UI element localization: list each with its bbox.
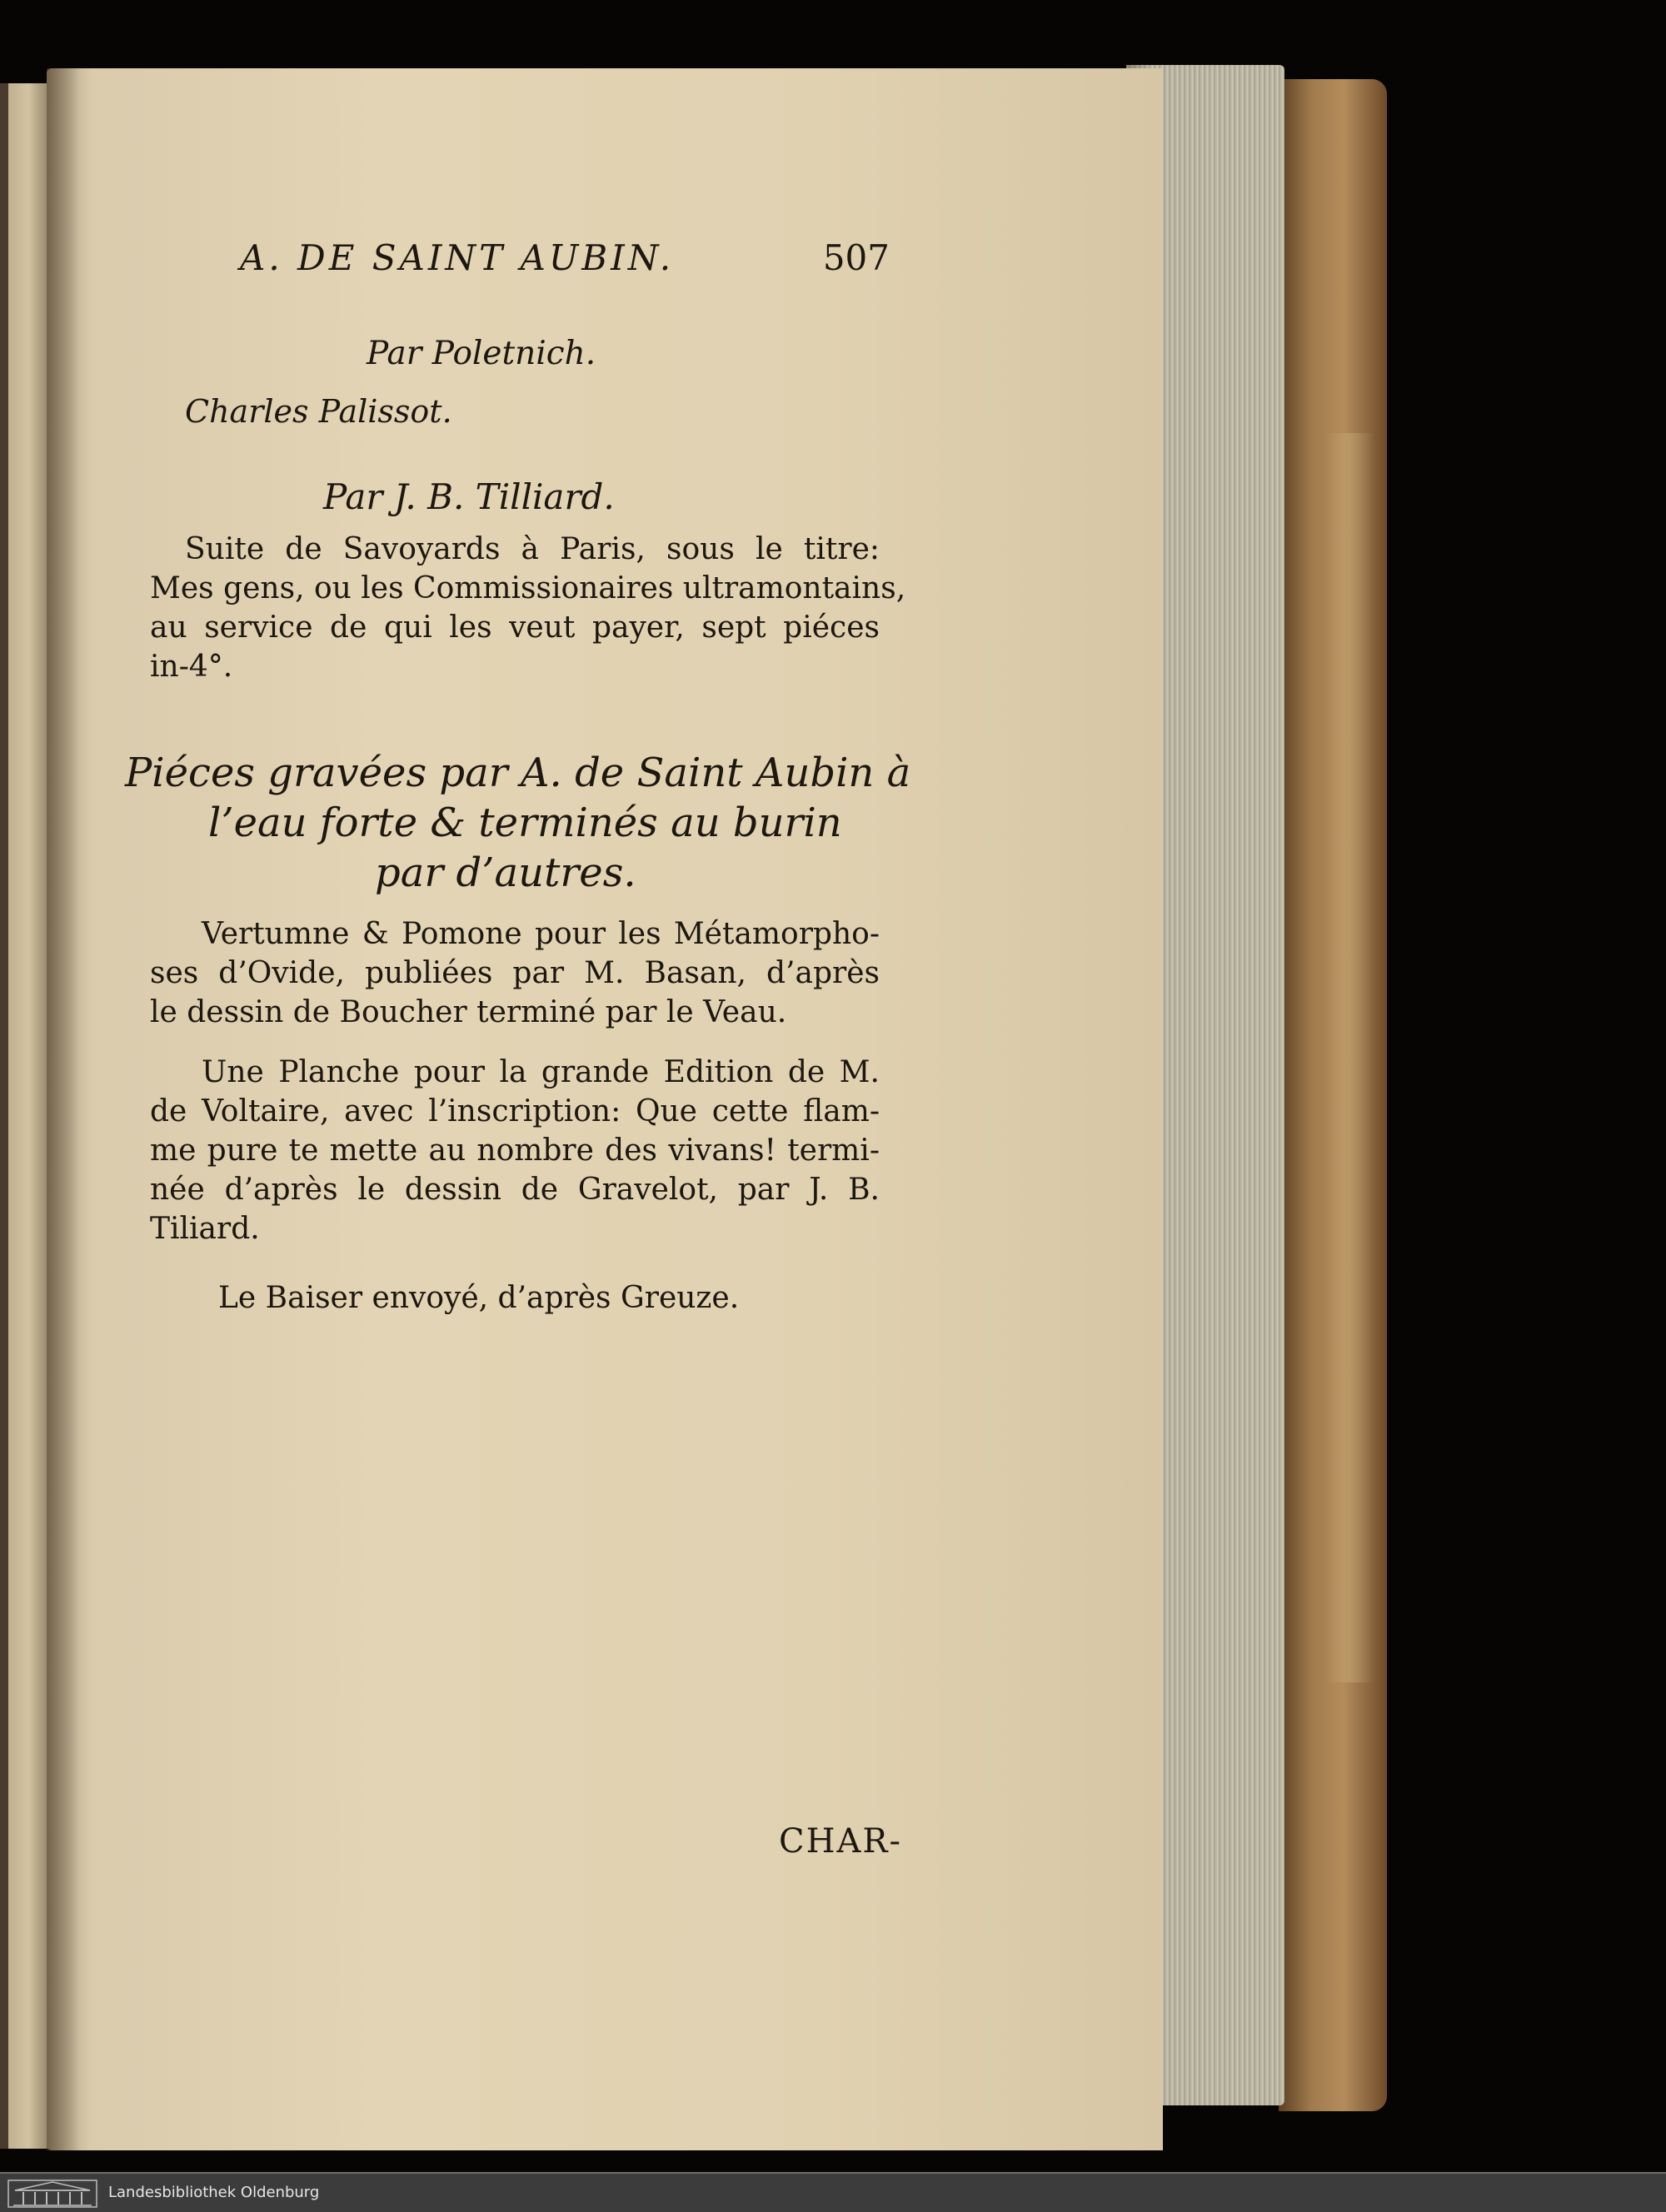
planche-paragraph — [150, 1053, 880, 1248]
section-title-line-1: Piéces gravées par A. de Saint Aubin à — [125, 750, 911, 796]
baiser-entry: Le Baiser envoyé, d’après Greuze. — [218, 1281, 740, 1315]
tilliard-heading: Par J. B. Tilliard. — [323, 476, 615, 517]
vertumne-paragraph — [150, 914, 880, 1032]
planche-line-5: Tiliard. — [150, 1212, 260, 1246]
poletnich-heading: Par Poletnich. — [367, 335, 596, 372]
page-number: 507 — [822, 237, 890, 278]
savoyards-line-3: au service de qui les veut payer, sept piéces — [150, 610, 880, 645]
planche-line-3: me pure te mette au nombre des vivans! termi- — [150, 1133, 880, 1168]
savoyards-line-1: Suite de Savoyards à Paris, sous le titre: — [185, 532, 880, 566]
library-name: Landesbibliothek Oldenburg — [108, 2184, 320, 2201]
running-title: A. DE SAINT AUBIN. — [240, 237, 675, 278]
palissot-entry: Charles Palissot. — [185, 393, 452, 430]
planche-line-4: née d’après le dessin de Gravelot, par J. B. — [150, 1173, 880, 1207]
section-title-line-3: par d’autres. — [375, 849, 636, 896]
planche-line-1: Une Planche pour la grande Edition de M. — [202, 1055, 880, 1089]
savoyards-line-2: Mes gens, ou les Commissionaires ultramontains, — [150, 571, 906, 605]
vertumne-line-2: ses d’Ovide, publiées par M. Basan, d’après — [150, 956, 880, 990]
footer-bar — [0, 2172, 1666, 2212]
running-head — [240, 237, 890, 296]
library-building-icon — [7, 2179, 98, 2209]
page-gutter-shadow — [47, 68, 80, 2150]
vertumne-line-3: le dessin de Boucher terminé par le Veau. — [150, 995, 787, 1029]
vertumne-line-1: Vertumne & Pomone pour les Métamorpho- — [202, 917, 880, 951]
catchword: CHAR- — [779, 1822, 903, 1861]
savoyards-paragraph — [150, 530, 906, 686]
cover-highlight — [1324, 433, 1374, 1682]
savoyards-line-4: in-4°. — [150, 650, 233, 684]
left-cover-edge — [0, 83, 8, 2149]
planche-line-2: de Voltaire, avec l’inscription: Que cette flam- — [150, 1094, 880, 1128]
section-title-line-2: l’eau forte & terminés au burin — [208, 800, 842, 846]
